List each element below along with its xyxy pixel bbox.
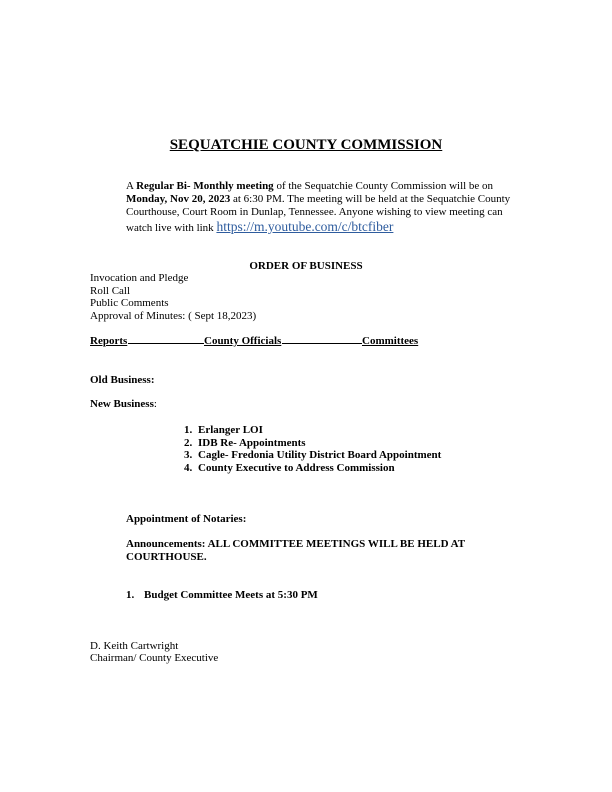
order-of-business-heading: ORDER OF BUSINESS xyxy=(249,260,363,272)
intro-text-1: of the Sequatchie County Commission will be on xyxy=(273,180,494,192)
notaries-heading: Appointment of Notaries: xyxy=(126,513,247,525)
committees-heading: Committees xyxy=(362,335,419,347)
old-business-heading: Old Business: xyxy=(90,374,155,386)
list-item xyxy=(184,424,441,437)
signature-name: D. Keith Cartwright xyxy=(90,640,179,652)
intro-text-2: at 6:30 PM. The meeting will be held at the Sequatchie County Courthouse, Court Room in Dunlap, Tennessee. Anyone wishing to view meeting can watch live with link xyxy=(126,193,511,234)
agenda-item: Invocation and Pledge xyxy=(90,272,189,284)
list-item-text: IDB Re- Appointments xyxy=(198,436,306,449)
document-title: SEQUATCHIE COUNTY COMMISSION xyxy=(169,137,443,153)
list-item xyxy=(184,462,441,475)
reports-heading: Reports xyxy=(90,335,128,347)
budget-item-text: Budget Committee Meets at 5:30 PM xyxy=(144,589,318,601)
new-business-heading xyxy=(90,398,157,411)
list-item-text: County Executive to Address Commission xyxy=(198,461,395,474)
meeting-intro xyxy=(126,180,518,235)
announcements-line-2: COURTHOUSE. xyxy=(126,551,207,563)
intro-prefix: A xyxy=(126,180,137,192)
meeting-type: Regular Bi- Monthly meeting xyxy=(136,180,274,192)
heading-underline-spacer xyxy=(282,343,362,344)
budget-item-number: 1. xyxy=(126,589,135,601)
list-item-text: Erlanger LOI xyxy=(198,424,263,436)
youtube-link[interactable]: https://m.youtube.com/c/btcfiber xyxy=(216,218,394,234)
agenda-item: Approval of Minutes: ( Sept 18,2023) xyxy=(90,309,257,322)
signature-title: Chairman/ County Executive xyxy=(90,652,219,664)
meeting-date: Monday, Nov 20, 2023 xyxy=(126,193,231,206)
agenda-item: Roll Call xyxy=(90,284,131,297)
list-item xyxy=(184,449,441,462)
list-item-number: 3. xyxy=(184,449,193,462)
announcements-line-1: Announcements: ALL COMMITTEE MEETINGS WILL BE HELD AT xyxy=(126,538,466,550)
budget-item xyxy=(126,589,318,602)
list-item-number: 4. xyxy=(184,461,193,474)
list-item-number: 2. xyxy=(184,436,193,449)
county-officials-heading: County Officials xyxy=(204,335,282,347)
list-item-text: Cagle- Fredonia Utility District Board Appointment xyxy=(198,449,442,462)
new-business-label: New Business xyxy=(90,398,154,410)
new-business-colon: : xyxy=(153,398,157,410)
list-item xyxy=(184,437,441,450)
agenda-item: Public Comments xyxy=(90,297,169,310)
list-item-number: 1. xyxy=(184,424,193,436)
agenda-list xyxy=(90,272,256,322)
new-business-list xyxy=(184,424,441,474)
heading-underline-spacer xyxy=(128,343,204,344)
